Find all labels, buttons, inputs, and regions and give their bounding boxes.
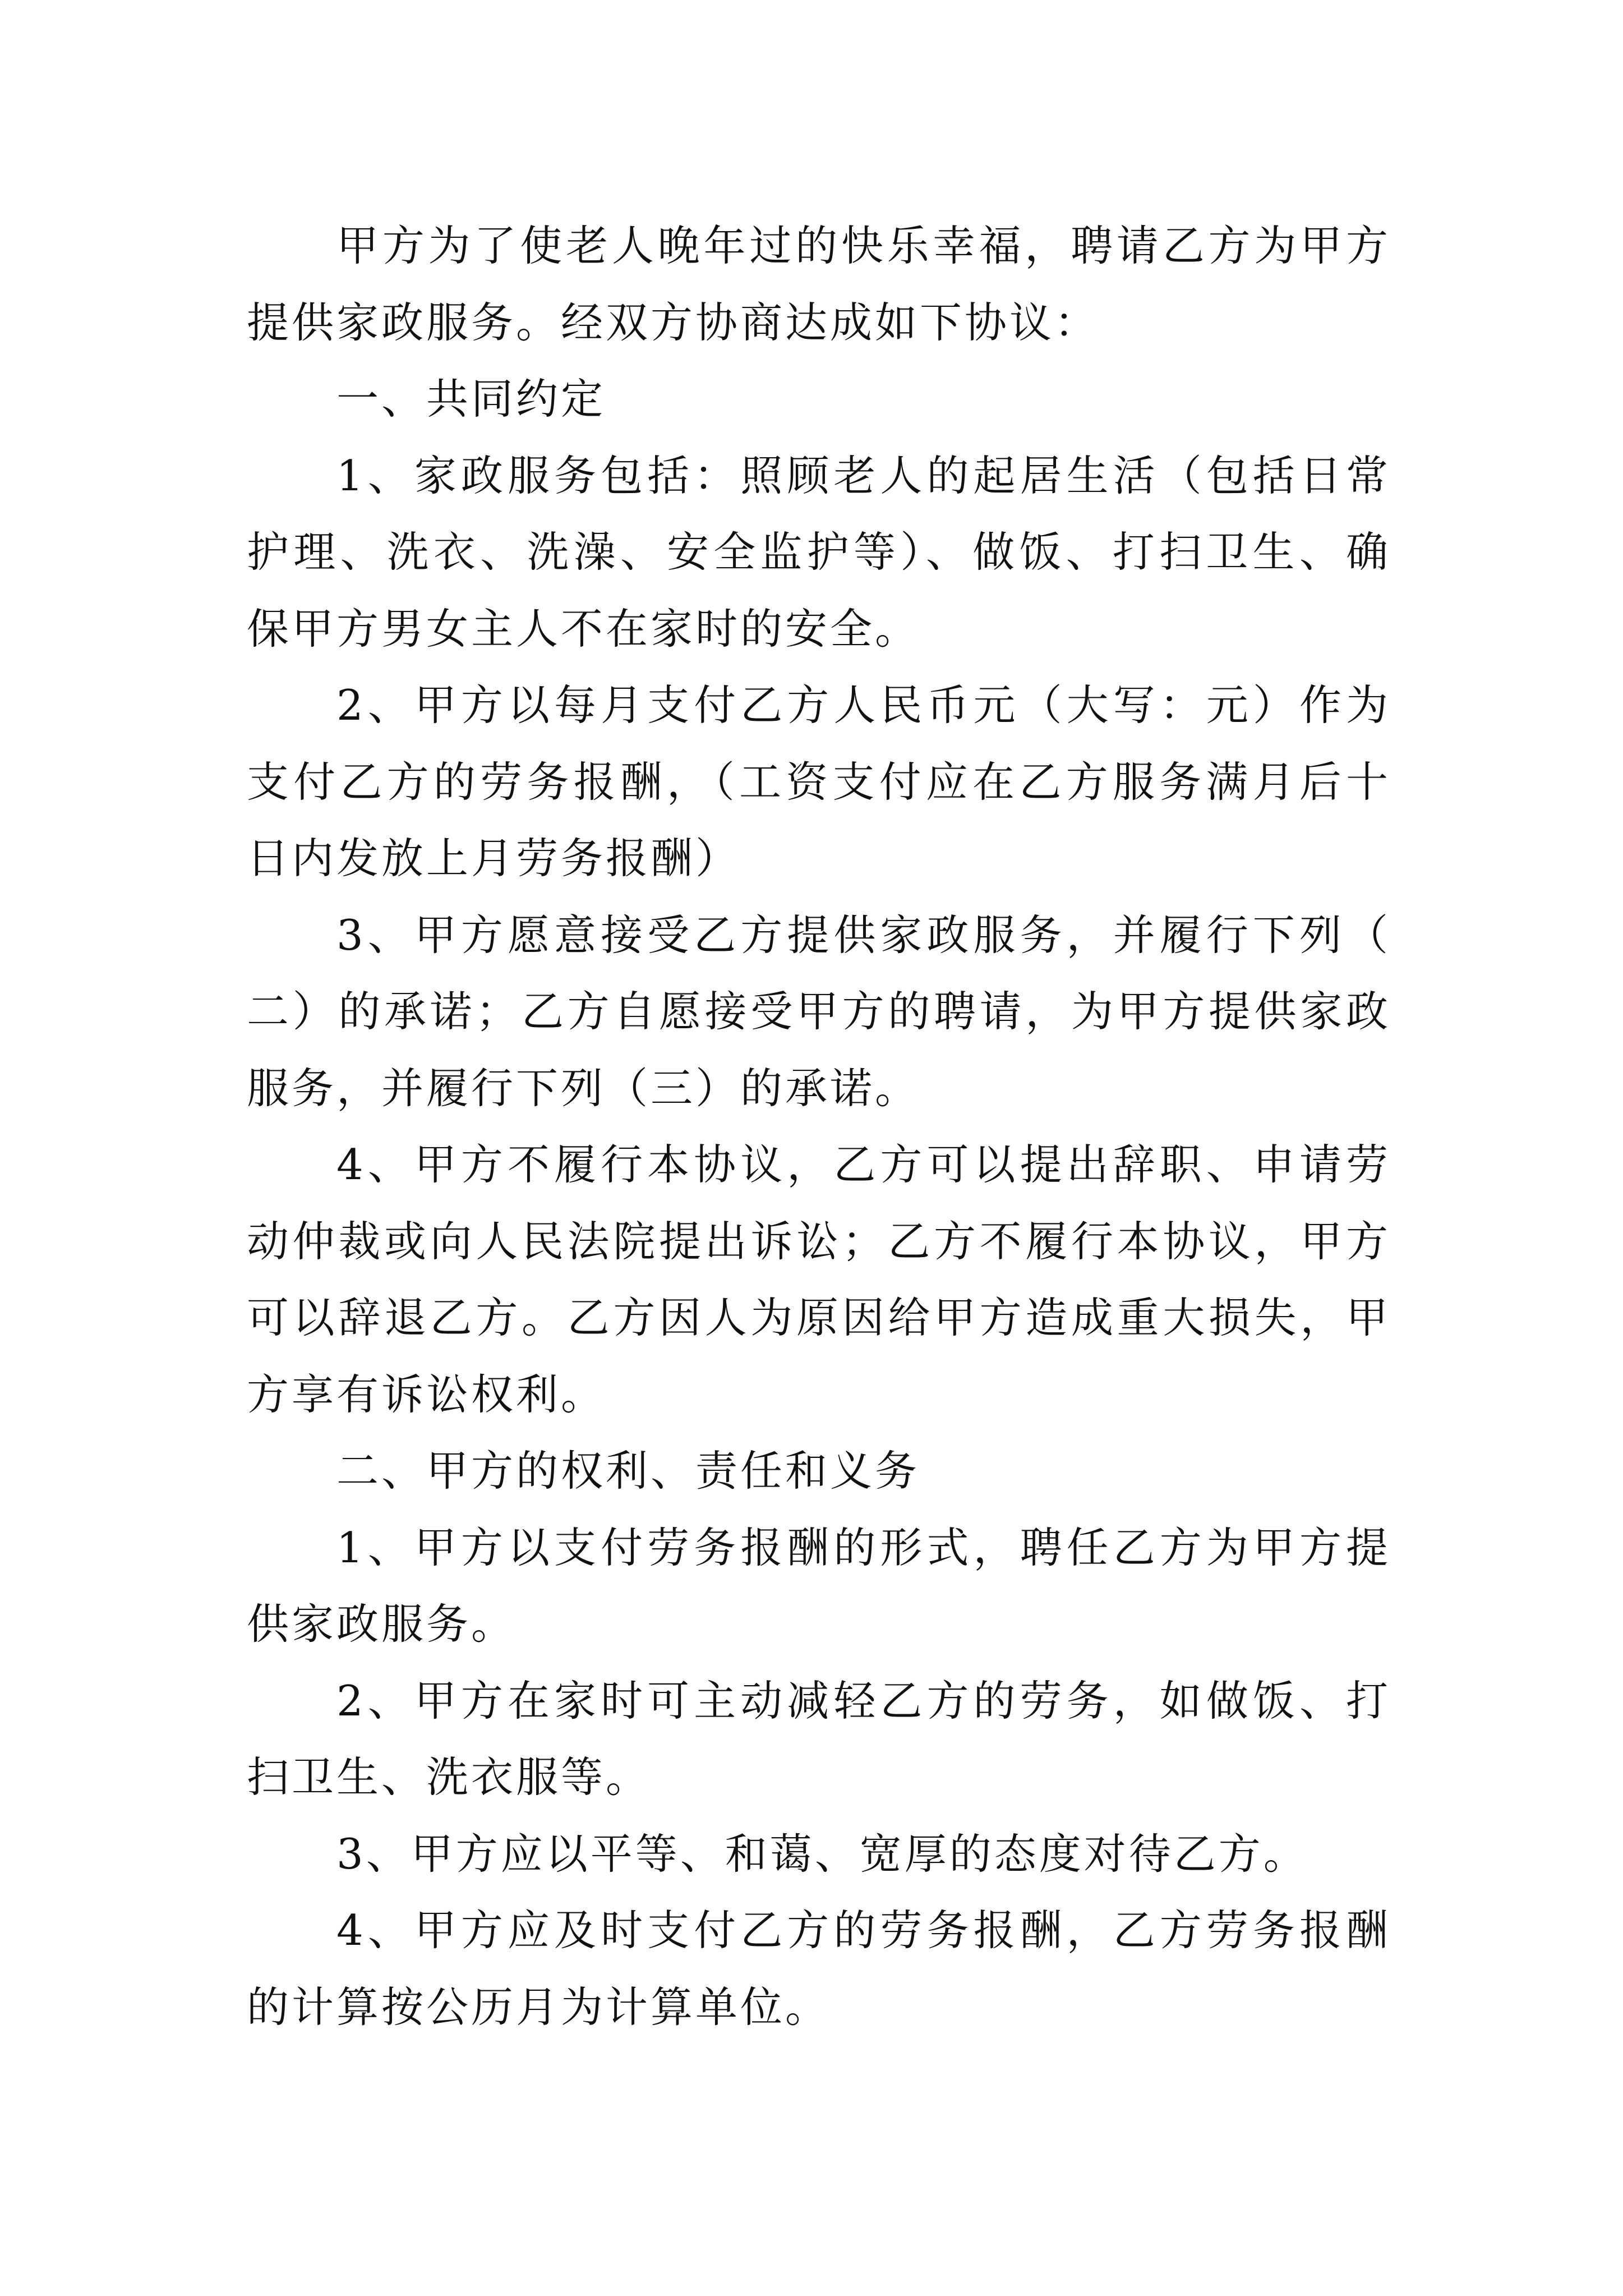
document-body bbox=[247, 208, 1391, 2045]
paragraph-party-a-2: 2、甲方在家时可主动减轻乙方的劳务，如做饭、打扫卫生、洗衣服等。 bbox=[247, 1676, 1391, 1802]
paragraph-clause-4: 4、甲方不履行本协议，乙方可以提出辞职、申请劳动仲裁或向人民法院提出诉讼；乙方不履行本协议，甲方可以辞退乙方。乙方因人为原因给甲方造成重大损失，甲方享有诉讼权利。 bbox=[247, 1140, 1391, 1419]
paragraph-clause-1: 1、家政服务包括：照顾老人的起居生活（包括日常护理、洗衣、洗澡、安全监护等）、做饭、打扫卫生、确保甲方男女主人不在家时的安全。 bbox=[247, 450, 1391, 654]
paragraph-party-a-3: 3、甲方应以平等、和蔼、宽厚的态度对待乙方。 bbox=[336, 1829, 1308, 1879]
section-heading-common-agreement: 一、共同约定 bbox=[336, 374, 606, 424]
paragraph-clause-2: 2、甲方以每月支付乙方人民币元（大写：元）作为支付乙方的劳务报酬，（工资支付应在乙方服务满月后十日内发放上月劳务报酬） bbox=[247, 680, 1391, 883]
paragraph-party-a-1: 1、甲方以支付劳务报酬的形式，聘任乙方为甲方提供家政服务。 bbox=[247, 1522, 1391, 1649]
paragraph-party-a-4: 4、甲方应及时支付乙方的劳务报酬，乙方劳务报酬的计算按公历月为计算单位。 bbox=[247, 1906, 1391, 2032]
paragraph-clause-3: 3、甲方愿意接受乙方提供家政服务，并履行下列（二）的承诺；乙方自愿接受甲方的聘请，为甲方提供家政服务，并履行下列（三）的承诺。 bbox=[247, 910, 1391, 1113]
section-heading-party-a-rights: 二、甲方的权利、责任和义务 bbox=[336, 1446, 920, 1496]
paragraph-intro: 甲方为了使老人晚年过的快乐幸福，聘请乙方为甲方提供家政服务。经双方协商达成如下协议： bbox=[247, 221, 1391, 347]
